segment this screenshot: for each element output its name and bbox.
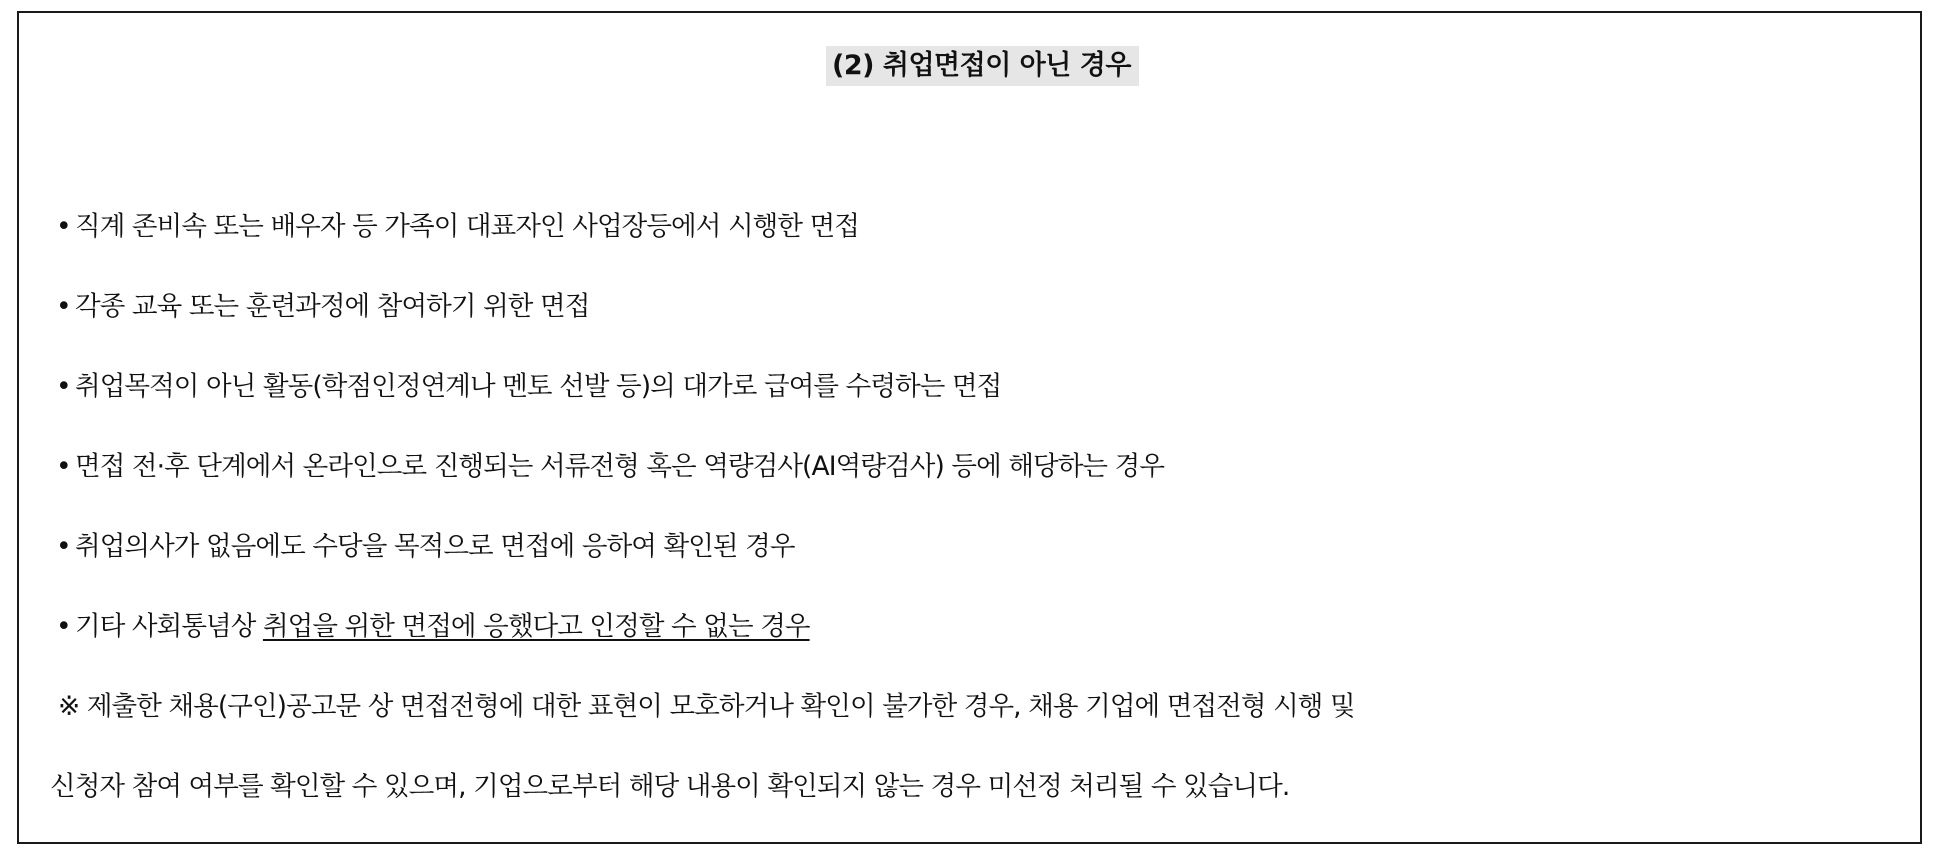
bullet-icon: • — [56, 291, 71, 322]
list-item — [56, 530, 795, 564]
list-item-text: 직계 존비속 또는 배우자 등 가족이 대표자인 사업장등에서 시행한 면접 — [75, 211, 859, 242]
note-line-1: ※ 제출한 채용(구인)공고문 상 면접전형에 대한 표현이 모호하거나 확인이 불가한 경우, 채용 기업에 면접전형 시행 및 — [58, 691, 1355, 722]
bullet-icon: • — [56, 211, 71, 242]
list-item-text-underlined: 취업을 위한 면접에 응했다고 인정할 수 없는 경우 — [262, 611, 810, 642]
bullet-icon: • — [56, 531, 71, 562]
list-item — [56, 210, 859, 244]
list-item — [56, 450, 1164, 484]
list-item-text: 취업의사가 없음에도 수당을 목적으로 면접에 응하여 확인된 경우 — [75, 531, 795, 562]
bullet-icon: • — [56, 371, 71, 402]
list-item-text-prefix: 기타 사회통념상 — [75, 611, 263, 642]
section-title: (2) 취업면접이 아닌 경우 — [826, 46, 1139, 86]
bullet-icon: • — [56, 611, 71, 642]
list-item-text: 취업목적이 아닌 활동(학점인정연계나 멘토 선발 등)의 대가로 급여를 수령하는 면접 — [75, 371, 1002, 402]
bullet-icon: • — [56, 451, 71, 482]
list-item — [56, 370, 1001, 404]
note-line-2: 신청자 참여 여부를 확인할 수 있으며, 기업으로부터 해당 내용이 확인되지 않는 경우 미선정 처리될 수 있습니다. — [50, 771, 1290, 802]
list-item — [56, 610, 810, 644]
list-item-text: 각종 교육 또는 훈련과정에 참여하기 위한 면접 — [75, 291, 590, 322]
list-item — [56, 290, 589, 324]
list-item-text: 면접 전·후 단계에서 온라인으로 진행되는 서류전형 혹은 역량검사(AI역량검사) 등에 해당하는 경우 — [75, 451, 1165, 482]
